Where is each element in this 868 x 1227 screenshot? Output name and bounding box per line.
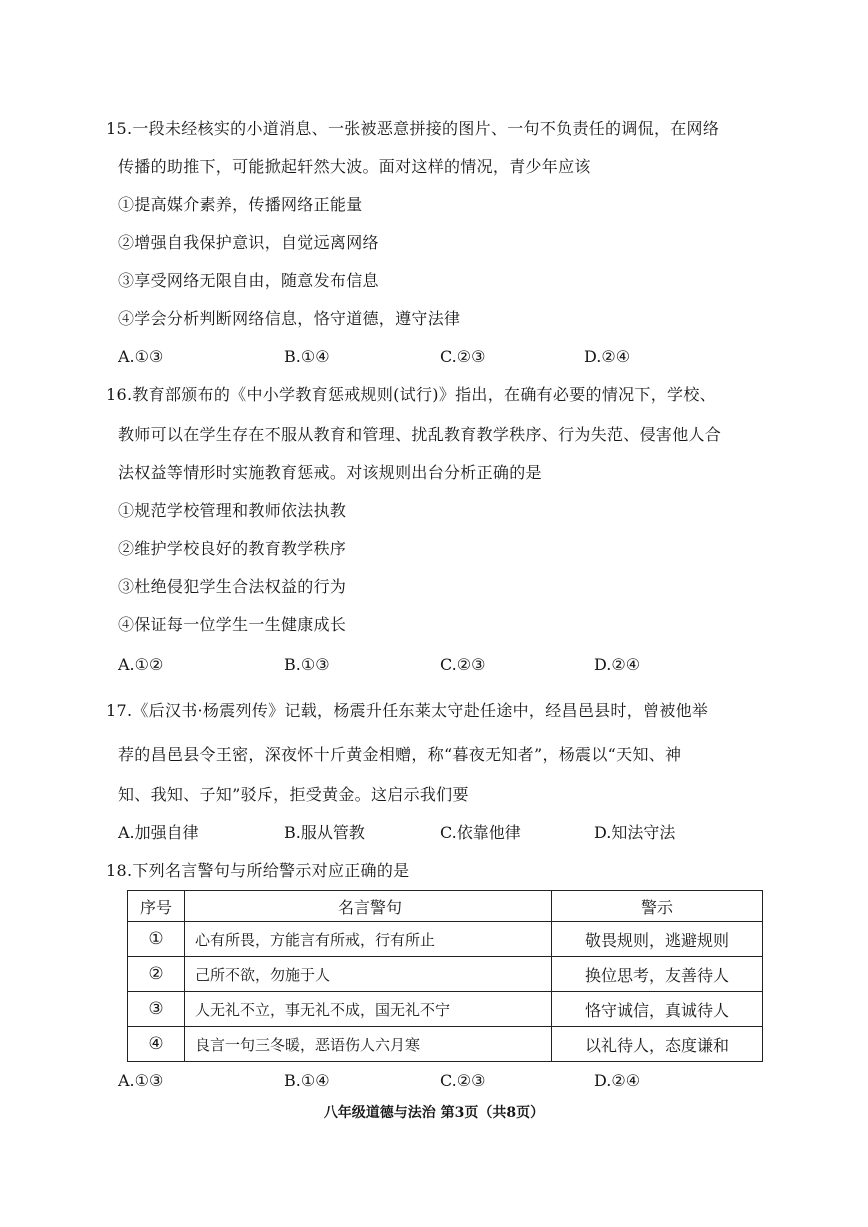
header-quote: 名言警句 bbox=[185, 891, 552, 922]
q16-stem-line1: 16.教育部颁布的《中小学教育惩戒规则(试行)》指出，在确有必要的情况下，学校、 bbox=[106, 385, 716, 404]
table-row bbox=[128, 922, 763, 957]
q16-item-4: ④保证每一位学生一生健康成长 bbox=[118, 615, 347, 634]
row-number: ① bbox=[128, 922, 185, 957]
q16-item-3: ③杜绝侵犯学生合法权益的行为 bbox=[118, 577, 347, 596]
q16-item-1: ①规范学校管理和教师依法执教 bbox=[118, 501, 347, 520]
q16-option-a: A.①② bbox=[118, 655, 164, 674]
table-header-row bbox=[128, 891, 763, 922]
q17-option-a: A.加强自律 bbox=[118, 823, 199, 842]
row-quote: 人无礼不立，事无礼不成，国无礼不宁 bbox=[185, 992, 552, 1027]
q18-option-b: B.①④ bbox=[284, 1071, 330, 1090]
q15-item-3: ③享受网络无限自由，随意发布信息 bbox=[118, 271, 379, 290]
header-number: 序号 bbox=[128, 891, 185, 922]
q18-option-a: A.①③ bbox=[118, 1071, 164, 1090]
row-quote: 良言一句三冬暖，恶语伤人六月寒 bbox=[185, 1027, 552, 1062]
table-row bbox=[128, 957, 763, 992]
page-footer: 八年级道德与法治 第3页（共8页） bbox=[323, 1105, 545, 1121]
q15-option-d: D.②④ bbox=[584, 347, 631, 366]
q15-stem-line1: 15.一段未经核实的小道消息、一张被恶意拼接的图片、一句不负责任的调侃，在网络 bbox=[106, 119, 720, 138]
q15-option-b: B.①④ bbox=[284, 347, 330, 366]
q16-option-b: B.①③ bbox=[284, 655, 330, 674]
row-warning: 换位思考，友善待人 bbox=[552, 957, 763, 992]
row-number: ③ bbox=[128, 992, 185, 1027]
q16-option-d: D.②④ bbox=[594, 655, 641, 674]
q15-option-a: A.①③ bbox=[118, 347, 164, 366]
q17-stem-line1: 17.《后汉书·杨震列传》记载，杨震升任东莱太守赴任途中，经昌邑县时，曾被他举 bbox=[106, 701, 709, 720]
row-warning: 敬畏规则，逃避规则 bbox=[552, 922, 763, 957]
row-quote: 心有所畏，方能言有所戒，行有所止 bbox=[185, 922, 552, 957]
q17-option-b: B.服从管教 bbox=[284, 823, 365, 842]
q18-stem-line1: 18.下列名言警句与所给警示对应正确的是 bbox=[106, 861, 410, 880]
q17-option-d: D.知法守法 bbox=[594, 823, 676, 842]
row-number: ② bbox=[128, 957, 185, 992]
q15-item-2: ②增强自我保护意识，自觉远离网络 bbox=[118, 233, 379, 252]
q17-stem-line2: 荐的昌邑县令王密，深夜怀十斤黄金相赠，称“暮夜无知者”，杨震以“天知、神 bbox=[118, 745, 682, 764]
q15-item-1: ①提高媒介素养，传播网络正能量 bbox=[118, 195, 363, 214]
header-warning: 警示 bbox=[552, 891, 763, 922]
q15-item-4: ④学会分析判断网络信息，恪守道德，遵守法律 bbox=[118, 309, 461, 328]
q18-option-c: C.②③ bbox=[440, 1071, 486, 1090]
row-warning: 以礼待人，态度谦和 bbox=[552, 1027, 763, 1062]
q17-option-c: C.依靠他律 bbox=[440, 823, 521, 842]
q15-stem-line2: 传播的助推下，可能掀起轩然大波。面对这样的情况，青少年应该 bbox=[118, 157, 591, 176]
row-number: ④ bbox=[128, 1027, 185, 1062]
table-row bbox=[128, 1027, 763, 1062]
q18-option-d: D.②④ bbox=[594, 1071, 641, 1090]
q17-stem-line3: 知、我知、子知”驳斥，拒受黄金。这启示我们要 bbox=[118, 785, 469, 804]
q16-stem-line2: 教师可以在学生存在不服从教育和管理、扰乱教育教学秩序、行为失范、侵害他人合 bbox=[118, 425, 722, 444]
row-quote: 己所不欲，勿施于人 bbox=[185, 957, 552, 992]
quotes-table bbox=[127, 890, 763, 1062]
q16-item-2: ②维护学校良好的教育教学秩序 bbox=[118, 539, 347, 558]
q16-option-c: C.②③ bbox=[440, 655, 486, 674]
table-row bbox=[128, 992, 763, 1027]
q15-option-c: C.②③ bbox=[440, 347, 486, 366]
row-warning: 恪守诚信，真诚待人 bbox=[552, 992, 763, 1027]
q16-stem-line3: 法权益等情形时实施教育惩戒。对该规则出台分析正确的是 bbox=[118, 463, 542, 482]
